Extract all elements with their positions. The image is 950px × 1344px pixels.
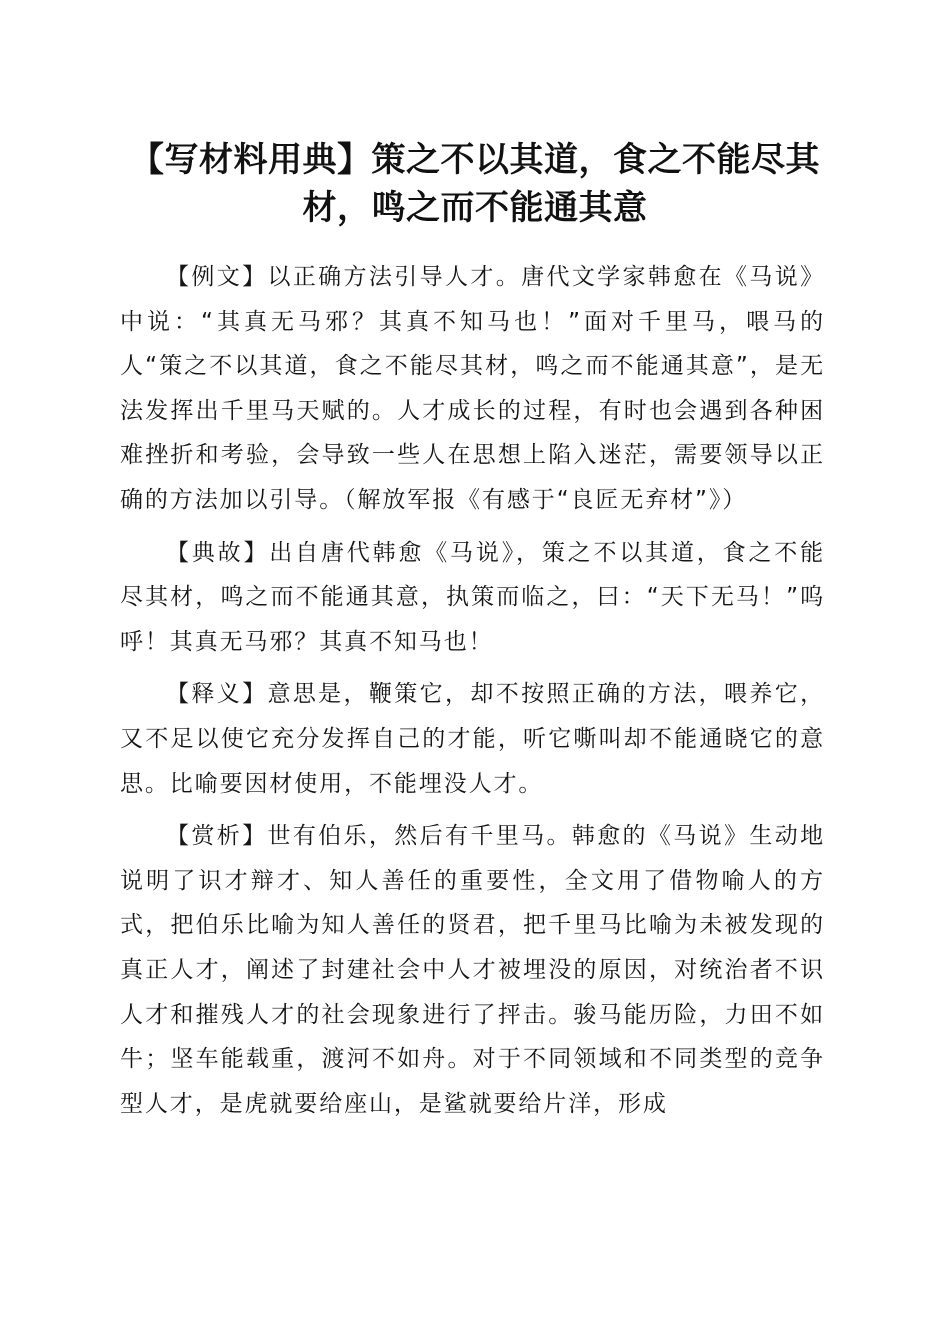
paragraph-meaning: 【释义】意思是，鞭策它，却不按照正确的方法，喂养它，又不足以使它充分发挥自己的才能，听它嘶叫却不能通晓它的意思。比喻要因材使用，不能埋没人才。 xyxy=(120,681,825,797)
paragraph-analysis: 【赏析】世有伯乐，然后有千里马。韩愈的《马说》生动地说明了识才辩才、知人善任的重要性，全文用了借物喻人的方式，把伯乐比喻为知人善任的贤君，把千里马比喻为未被发现的真正人才，阐述了封建社会中人才被埋没的原因，对统治者不识人才和摧残人才的社会现象进行了抨击。骏马能历险，力田不如牛；坚车能载重，渡河不如舟。对于不同领域和不同类型的竞争型人才，是虎就要给座山，是鲨就要给片洋，形成 xyxy=(120,823,825,1117)
document-title: 【写材料用典】策之不以其道，食之不能尽其材，鸣之而不能通其意 xyxy=(130,140,820,228)
paragraph-source: 【典故】出自唐代韩愈《马说》，策之不以其道，食之不能尽其材，鸣之而不能通其意，执策而临之，曰：“天下无马！”呜呼！其真无马邪？其真不知马也！ xyxy=(120,539,825,655)
paragraph-example: 【例文】以正确方法引导人才。唐代文学家韩愈在《马说》中说：“其真无马邪？其真不知马也！”面对千里马，喂马的人“策之不以其道，食之不能尽其材，鸣之而不能通其意”，是无法发挥出千里马天赋的。人才成长的过程，有时也会遇到各种困难挫折和考验，会导致一些人在思想上陷入迷茫，需要领导以正确的方法加以引导。（解放军报《有感于“良匠无弃材”》） xyxy=(120,264,825,513)
document-body xyxy=(120,255,825,1134)
